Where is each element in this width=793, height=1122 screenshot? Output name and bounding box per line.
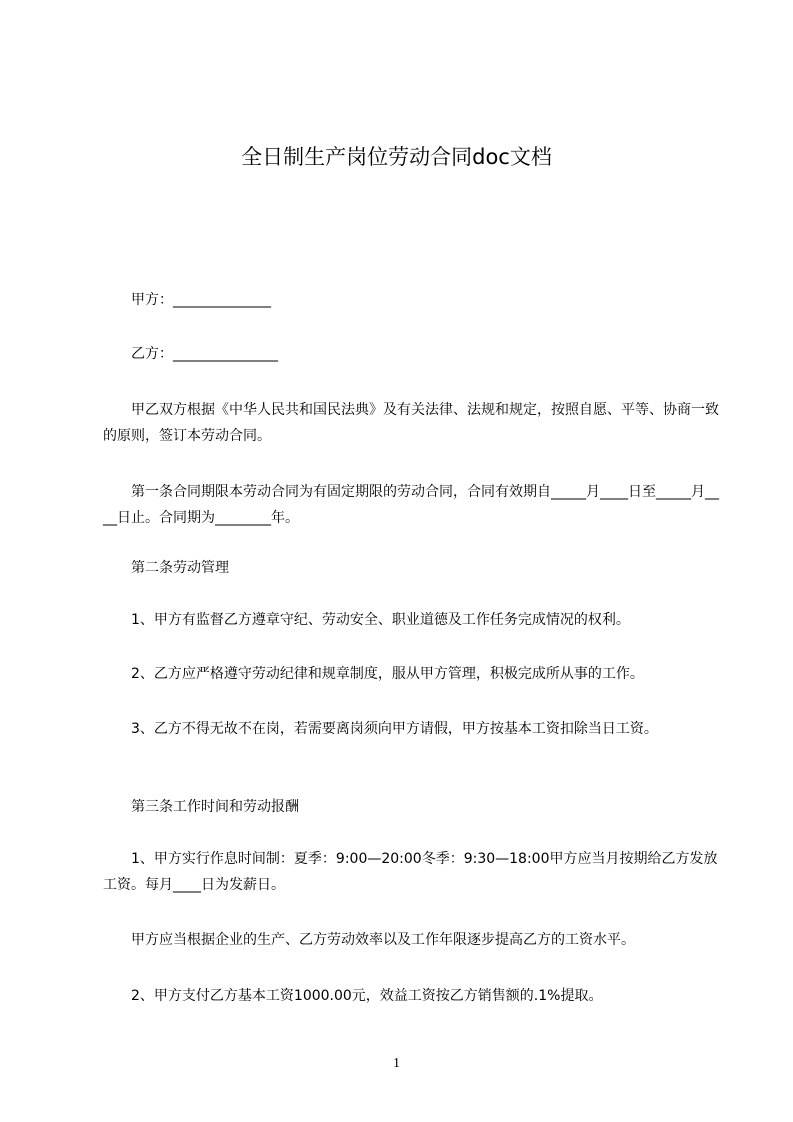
- article-3-item-2: 2、甲方支付乙方基本工资1000.00元，效益工资按乙方销售额的.1%提取。: [103, 988, 603, 1004]
- page-number: 1: [393, 1056, 400, 1071]
- document-title: 全日制生产岗位劳动合同doc文档: [241, 145, 552, 169]
- article-3-heading: 第三条工作时间和劳动报酬: [103, 799, 299, 815]
- article-2-item-3: 3、乙方不得无故不在岗，若需要离岗须向甲方请假，甲方按基本工资扣除当日工资。: [103, 721, 658, 737]
- article-2-heading: 第二条劳动管理: [103, 560, 229, 576]
- party-b-line: 乙方：_______________: [103, 346, 278, 362]
- article-1-paragraph: 第一条合同期限本劳动合同为有固定期限的劳动合同，合同有效期自_____月____日至_____月____日止。合同期为________年。: [103, 484, 719, 526]
- preamble-paragraph: 甲乙双方根据《中华人民共和国民法典》及有关法律、法规和规定，按照自愿、平等、协商一致的原则，签订本劳动合同。: [103, 402, 719, 444]
- article-3-item-1: 1、甲方实行作息时间制：夏季：9:00—20:00冬季：9:30—18:00甲方应当月按期给乙方发放工资。每月____日为发薪日。: [103, 851, 718, 893]
- salary-increase-paragraph: 甲方应当根据企业的生产、乙方劳动效率以及工作年限逐步提高乙方的工资水平。: [103, 932, 635, 948]
- article-2-item-1: 1、甲方有监督乙方遵章守纪、劳动安全、职业道德及工作任务完成情况的权利。: [103, 612, 630, 628]
- party-a-line: 甲方：______________: [103, 292, 271, 308]
- article-2-item-2: 2、乙方应严格遵守劳动纪律和规章制度，服从甲方管理，积极完成所从事的工作。: [103, 666, 644, 682]
